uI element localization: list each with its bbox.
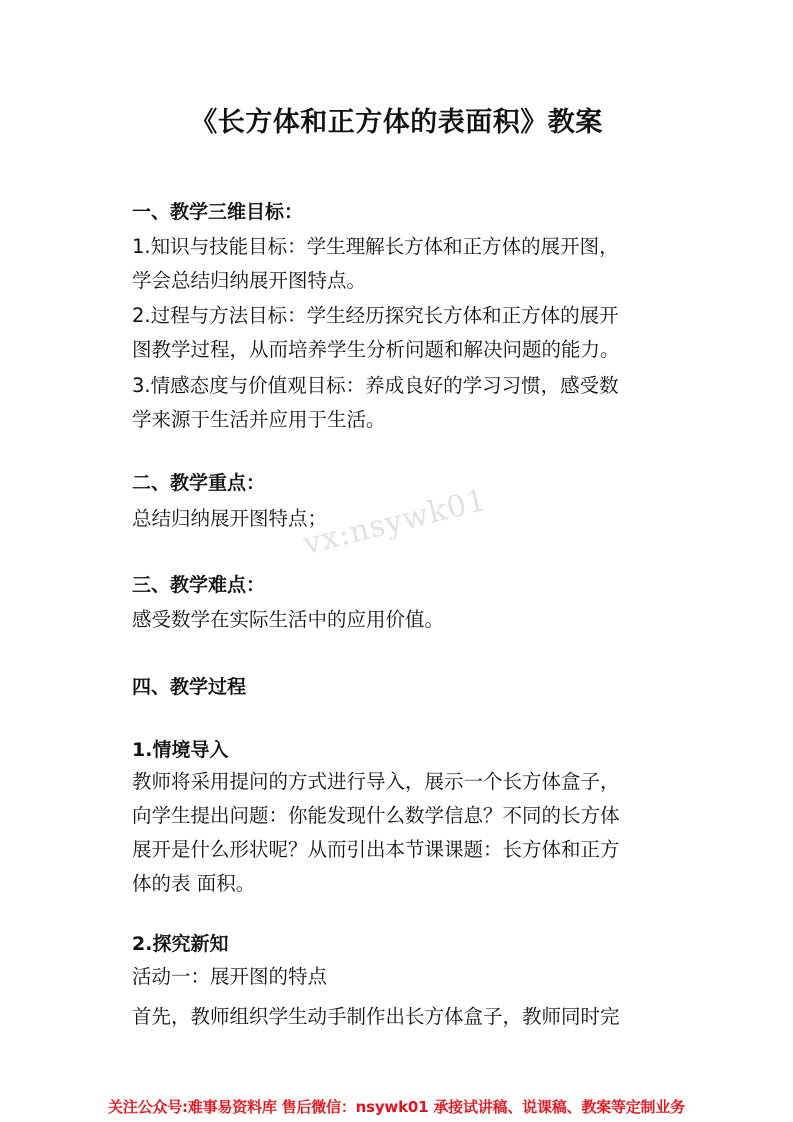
watermark: vx:nsywk01	[300, 482, 491, 562]
paragraph-line: 学来源于生活并应用于生活。	[132, 408, 386, 431]
goal-item-process	[132, 299, 722, 367]
footer-banner: 关注公众号:难事易资料库 售后微信：nsywk01 承接试讲稿、说课稿、教案等定制业务	[108, 1098, 685, 1116]
paragraph-line: 向学生提出问题：你能发现什么数学信息？不同的长方体	[132, 804, 620, 827]
paragraph-line: 学会总结归纳展开图特点。	[132, 269, 367, 292]
explore-text: 首先，教师组织学生动手制作出长方体盒子，教师同时完	[132, 1005, 620, 1028]
goal-item-knowledge	[132, 230, 722, 298]
document-title: 《长方体和正方体的表面积》教案	[190, 107, 603, 138]
subsection-heading-explore: 2.探究新知	[132, 933, 229, 955]
key-point-text: 总结归纳展开图特点；	[132, 507, 328, 530]
section-heading-process: 四、教学过程	[132, 676, 247, 698]
paragraph-line: 图教学过程，从而培养学生分析问题和解决问题的能力。	[132, 338, 620, 361]
section-heading-key-point: 二、教学重点：	[132, 472, 266, 494]
intro-paragraph	[132, 765, 722, 901]
subsection-heading-intro: 1.情境导入	[132, 739, 229, 761]
goal-item-emotion	[132, 369, 722, 437]
paragraph-line: 2.过程与方法目标：学生经历探究长方体和正方体的展开	[132, 304, 619, 327]
paragraph-line: 3.情感态度与价值观目标：养成良好的学习习惯，感受数	[132, 374, 619, 397]
paragraph-line: 1.知识与技能目标：学生理解长方体和正方体的展开图，	[132, 235, 619, 258]
section-heading-difficulty: 三、教学难点：	[132, 574, 266, 596]
explore-activity: 活动一：展开图的特点	[132, 965, 328, 988]
paragraph-line: 展开是什么形状呢？从而引出本节课课题：长方体和正方	[132, 838, 620, 861]
paragraph-line: 体的表 面积。	[132, 872, 256, 895]
difficulty-text: 感受数学在实际生活中的应用价值。	[132, 608, 445, 631]
paragraph-line: 教师将采用提问的方式进行导入，展示一个长方体盒子，	[132, 770, 620, 793]
section-heading-goals: 一、教学三维目标：	[132, 201, 304, 223]
